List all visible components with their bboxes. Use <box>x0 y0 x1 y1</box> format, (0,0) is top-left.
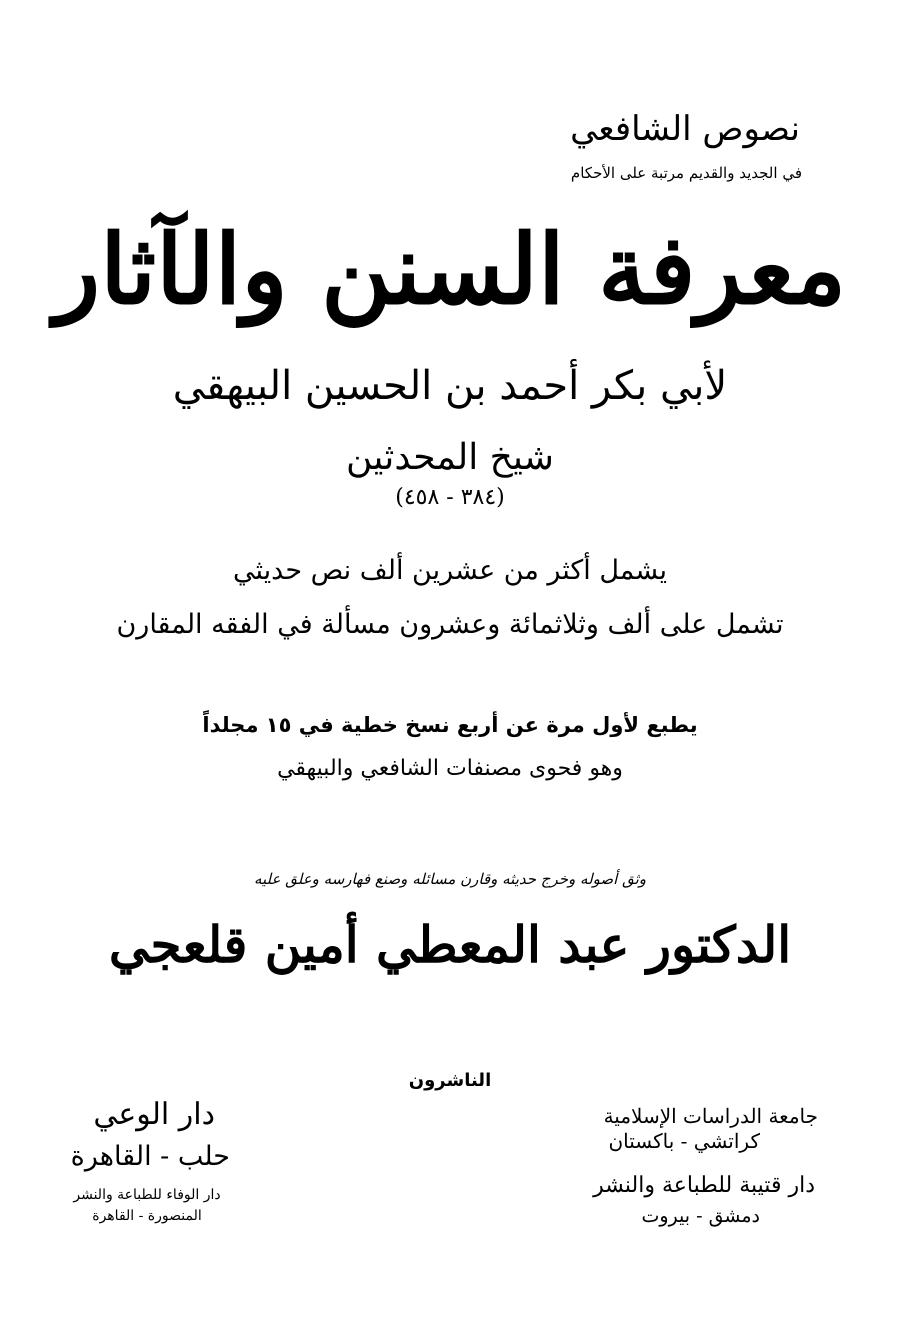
book-title: معرفة السنن والآثار <box>53 213 847 326</box>
publisher-right-line-2: كراتشي - باكستان <box>608 1129 760 1153</box>
publisher-left-line-2: حلب - القاهرة <box>70 1141 230 1172</box>
description-line-2: تشمل على ألف وثلاثمائة وعشرون مسألة في الفقه المقارن <box>116 609 784 640</box>
series-subtitle: في الجديد والقديم مرتبة على الأحكام <box>570 164 802 182</box>
author-honorific: شيخ المحدثين <box>346 437 554 478</box>
publisher-right-line-3: دار قتيبة للطباعة والنشر <box>593 1173 815 1198</box>
publishers-label: الناشرون <box>408 1070 492 1091</box>
series-title: نصوص الشافعي <box>570 109 800 149</box>
author-dates: (٣٨٤ - ٤٥٨) <box>395 485 505 510</box>
book-author: لأبي بكر أحمد بن الحسين البيهقي <box>172 363 728 409</box>
publisher-left-line-3: دار الوفاء للطباعة والنشر <box>73 1187 221 1203</box>
publisher-left-line-1: دار الوعي <box>93 1097 215 1132</box>
editor-name: الدكتور عبد المعطي أمين قلعجي <box>108 915 792 974</box>
publisher-right-line-1: جامعة الدراسات الإسلامية <box>603 1104 818 1128</box>
editor-note: وثق أصوله وخرج حديثه وقارن مسائله وصنع فهارسه وعلق عليه <box>253 870 647 888</box>
publisher-right-line-4: دمشق - بيروت <box>641 1205 760 1227</box>
publisher-left-line-4: المنصورة - القاهرة <box>92 1208 202 1224</box>
printing-line-1: يطبع لأول مرة عن أربع نسخ خطية في ١٥ مجلداً <box>202 713 698 737</box>
description-line-1: يشمل أكثر من عشرين ألف نص حديثي <box>232 555 668 586</box>
printing-line-2: وهو فحوى مصنفات الشافعي والبيهقي <box>277 756 623 781</box>
